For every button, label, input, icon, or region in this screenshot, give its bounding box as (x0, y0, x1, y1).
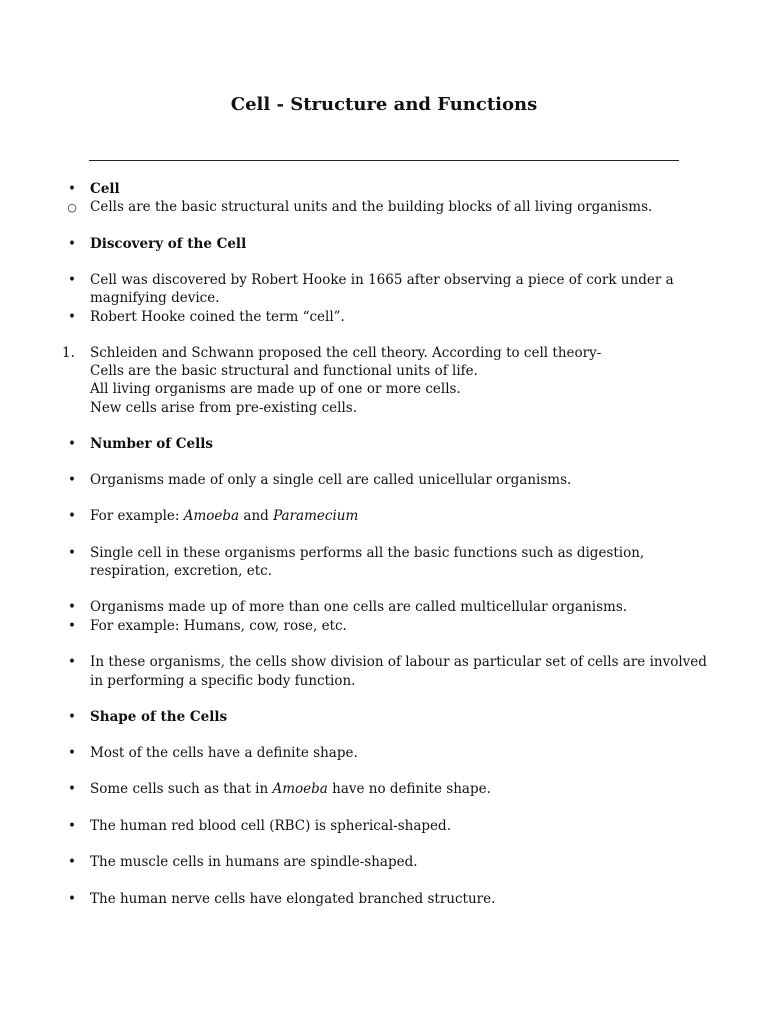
page-title: Cell - Structure and Functions (230, 94, 538, 115)
section-heading-cell (0, 180, 768, 199)
numbered-item-continuation (0, 362, 768, 381)
heading-text: Shape of the Cells (90, 709, 228, 725)
conjunction: and (239, 508, 274, 524)
list-item-text: respiration, excretion, etc. (90, 563, 272, 579)
section-heading-discovery (0, 235, 768, 254)
list-item (0, 890, 768, 909)
list-item-text: The muscle cells in humans are spindle-shaped. (90, 854, 418, 870)
bullet-icon: • (68, 618, 76, 634)
section-heading-shape (0, 708, 768, 727)
bullet-icon: • (68, 472, 76, 488)
organism-name: Amoeba (272, 781, 328, 797)
list-item-text (90, 780, 491, 799)
list-item (0, 271, 768, 290)
list-item (0, 471, 768, 490)
list-item-text: Cell was discovered by Robert Hooke in 1665 after observing a piece of cork under a (90, 272, 674, 288)
list-item (0, 308, 768, 327)
list-item (0, 853, 768, 872)
list-item-text: Single cell in these organisms performs all the basic functions such as digestion, (90, 545, 645, 561)
bullet-icon: • (68, 599, 76, 615)
list-item-continuation (0, 672, 768, 691)
number-marker: 1. (62, 345, 75, 361)
list-item (0, 544, 768, 563)
list-item-text: The human red blood cell (RBC) is spherical-shaped. (90, 818, 451, 834)
list-item (0, 598, 768, 617)
title-divider (89, 160, 679, 161)
example-prefix: For example: (90, 508, 184, 524)
list-item-text: The human nerve cells have elongated branched structure. (90, 891, 496, 907)
list-item (0, 744, 768, 763)
list-item-text: Most of the cells have a definite shape. (90, 745, 358, 761)
list-item-text: Cells are the basic structural units and the building blocks of all living organisms. (90, 199, 653, 215)
list-item (0, 817, 768, 836)
bullet-icon: • (68, 236, 76, 252)
list-item-continuation (0, 562, 768, 581)
bullet-icon: • (68, 436, 76, 452)
list-item-text: In these organisms, the cells show division of labour as particular set of cells are involved (90, 654, 707, 670)
section-heading-number (0, 435, 768, 454)
text-suffix: have no definite shape. (327, 781, 491, 797)
bullet-icon: • (68, 545, 76, 561)
bullet-icon: • (68, 709, 76, 725)
list-item-text: New cells arise from pre-existing cells. (90, 400, 358, 416)
bullet-icon: • (68, 818, 76, 834)
bullet-icon: • (68, 309, 76, 325)
list-item-text: Organisms made of only a single cell are called unicellular organisms. (90, 472, 572, 488)
list-item-text: Robert Hooke coined the term “cell”. (90, 309, 345, 325)
bullet-icon: • (68, 654, 76, 670)
list-item-continuation (0, 289, 768, 308)
organism-name: Amoeba (183, 508, 240, 524)
heading-text: Number of Cells (90, 436, 213, 452)
heading-text: Cell (90, 181, 120, 197)
list-item (0, 780, 768, 799)
list-item-text: All living organisms are made up of one or more cells. (90, 381, 461, 397)
bullet-icon: • (68, 181, 76, 197)
list-item-text: Schleiden and Schwann proposed the cell theory. According to cell theory- (90, 345, 602, 361)
list-item (0, 198, 768, 217)
list-item-text: in performing a specific body function. (90, 673, 356, 689)
list-item-text: For example: Humans, cow, rose, etc. (90, 618, 347, 634)
heading-text: Discovery of the Cell (90, 236, 247, 252)
numbered-item (0, 344, 768, 363)
organism-name: Paramecium (273, 508, 359, 524)
list-item (0, 617, 768, 636)
text-prefix: Some cells such as that in (90, 781, 273, 797)
bullet-icon: • (68, 854, 76, 870)
bullet-icon: • (68, 745, 76, 761)
list-item-text: Organisms made up of more than one cells are called multicellular organisms. (90, 599, 628, 615)
numbered-item-continuation (0, 380, 768, 399)
numbered-item-continuation (0, 399, 768, 418)
circle-bullet-icon: ○ (67, 201, 77, 214)
list-item (0, 653, 768, 672)
list-item-text (90, 507, 358, 526)
list-item-text: Cells are the basic structural and functional units of life. (90, 363, 478, 379)
list-item (0, 507, 768, 526)
bullet-icon: • (68, 781, 76, 797)
bullet-icon: • (68, 272, 76, 288)
bullet-icon: • (68, 891, 76, 907)
list-item-text: magnifying device. (90, 290, 220, 306)
bullet-icon: • (68, 508, 76, 524)
